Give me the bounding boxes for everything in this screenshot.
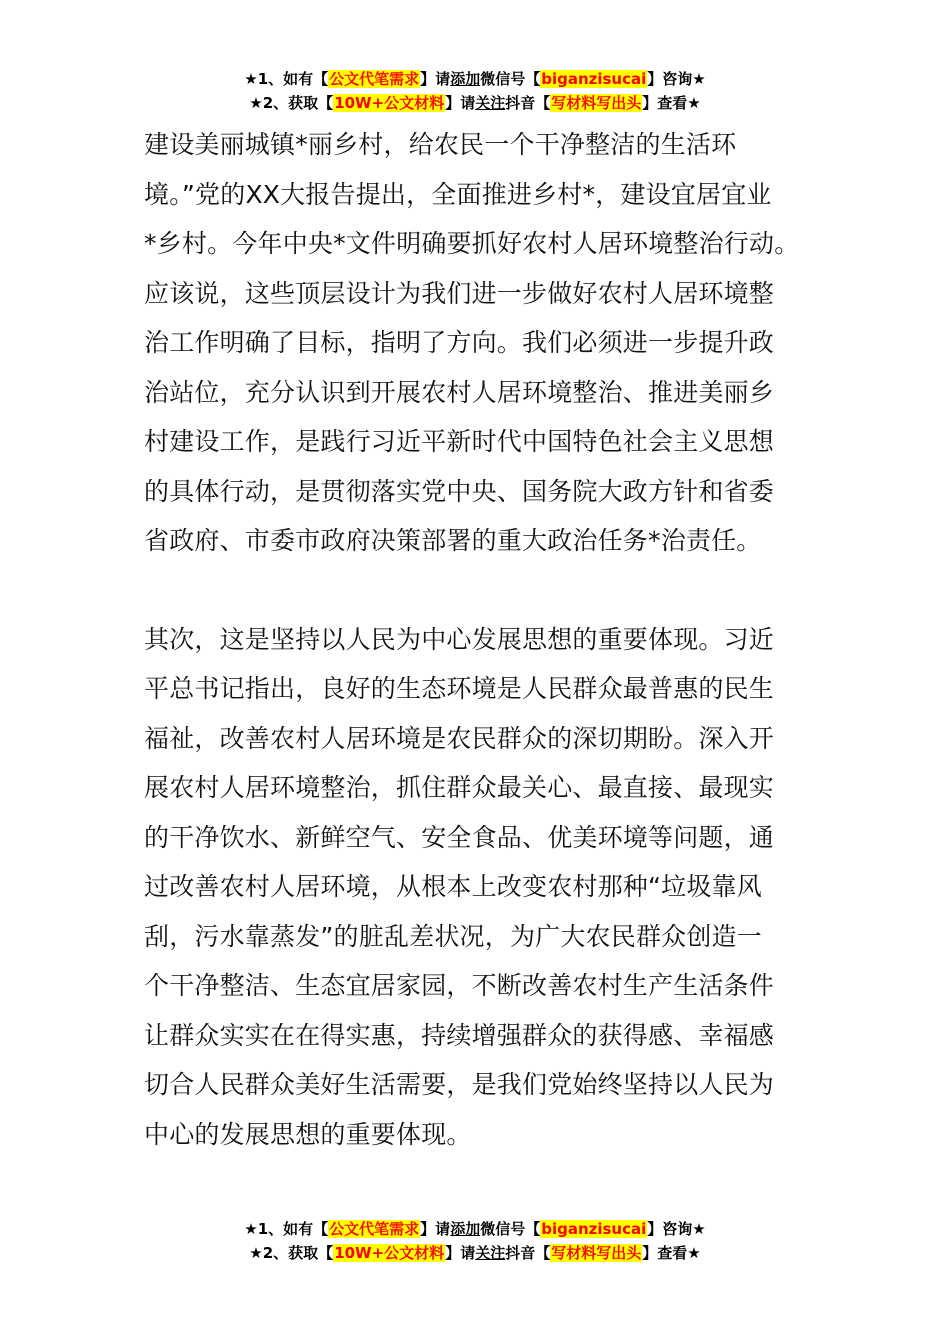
text-line: 让群众实实在在得实惠，持续增强群众的获得感、幸福感 [144, 1020, 775, 1050]
banner-text: 】请 [445, 94, 476, 112]
banner-line-1 [0, 1217, 950, 1241]
text-line: 个干净整洁、生态宜居家园，不断改善农村生产生活条件 [144, 971, 775, 1000]
banner-text: 】咨询★ [647, 70, 706, 88]
banner-text: 】请 [445, 1244, 476, 1262]
text-line: 的具体行动，是贯彻落实党中央、国务院大政方针和省委 [144, 476, 775, 506]
highlight-douyin: 写材料写出头 [551, 1244, 642, 1262]
paragraph-2 [144, 615, 814, 1160]
banner-line-1 [0, 67, 950, 91]
text-line: 刮，污水靠蒸发”的脏乱差状况，为广大农民群众创造一 [144, 921, 762, 951]
banner-text: 】请 [420, 70, 451, 88]
underlined-text: 关注 [475, 1244, 506, 1262]
banner-text: 微信号【 [480, 1220, 541, 1238]
text-line: 福祉，改善农村人居环境是农民群众的深切期盼。深入开 [144, 723, 775, 753]
text-line: 村建设工作，是践行习近平新时代中国特色社会主义思想 [144, 427, 775, 456]
highlight-douyin: 写材料写出头 [551, 94, 642, 112]
text-line: *乡村。今年中央*文件明确要抓好农村人居环境整治行动。 [144, 229, 800, 258]
text-line: 境。”党的XX大报告提出，全面推进乡村*，建设宜居宜业 [144, 179, 772, 209]
top-banner [0, 67, 950, 115]
text-line: 其次，这是坚持以人民为中心发展思想的重要体现。习近 [144, 624, 775, 654]
banner-text: 抖音【 [505, 94, 551, 112]
paragraph-1 [144, 120, 814, 566]
banner-text: ★1、如有【 [244, 70, 329, 88]
text-line: 省政府、市委市政府决策部署的重大政治任务*治责任。 [144, 526, 762, 555]
banner-line-2 [0, 1241, 950, 1265]
banner-line-2 [0, 91, 950, 115]
text-line: 平总书记指出，良好的生态环境是人民群众最普惠的民生 [144, 674, 775, 703]
bottom-banner [0, 1217, 950, 1265]
paragraph-gap [144, 566, 814, 615]
banner-text: 抖音【 [505, 1244, 551, 1262]
highlight-materials: 10W+公文材料 [334, 1244, 445, 1262]
text-line: 的干净饮水、新鲜空气、安全食品、优美环境等问题，通 [144, 822, 775, 852]
underlined-text: 关注 [475, 94, 506, 112]
banner-text: 】请 [420, 1220, 451, 1238]
text-line: 建设美丽城镇*丽乡村，给农民一个干净整洁的生活环 [144, 130, 737, 159]
underlined-text: 添加 [450, 70, 481, 88]
banner-text: ★2、获取【 [249, 1244, 334, 1262]
highlight-service: 公文代笔需求 [329, 1220, 420, 1238]
text-line: 应该说，这些顶层设计为我们进一步做好农村人居环境整 [144, 278, 775, 308]
banner-text: ★1、如有【 [244, 1220, 329, 1238]
highlight-service: 公文代笔需求 [329, 70, 420, 88]
text-line: 中心的发展思想的重要体现。 [144, 1119, 472, 1149]
highlight-wechat-id: biganzisucai [541, 1220, 647, 1238]
text-line: 治工作明确了目标，指明了方向。我们必须进一步提升政 [144, 328, 775, 357]
text-line: 治站位，充分认识到开展农村人居环境整治、推进美丽乡 [144, 377, 775, 407]
text-line: 过改善农村人居环境，从根本上改变农村那种“垃圾靠风 [144, 872, 762, 901]
highlight-materials: 10W+公文材料 [334, 94, 445, 112]
document-body [144, 120, 814, 1159]
banner-text: 】咨询★ [647, 1220, 706, 1238]
banner-text: ★2、获取【 [249, 94, 334, 112]
underlined-text: 添加 [450, 1220, 481, 1238]
banner-text: 】查看★ [642, 94, 701, 112]
text-line: 切合人民群众美好生活需要，是我们党始终坚持以人民为 [144, 1070, 775, 1099]
highlight-wechat-id: biganzisucai [541, 70, 647, 88]
banner-text: 】查看★ [642, 1244, 701, 1262]
banner-text: 微信号【 [480, 70, 541, 88]
text-line: 展农村人居环境整治，抓住群众最关心、最直接、最现实 [144, 773, 775, 802]
